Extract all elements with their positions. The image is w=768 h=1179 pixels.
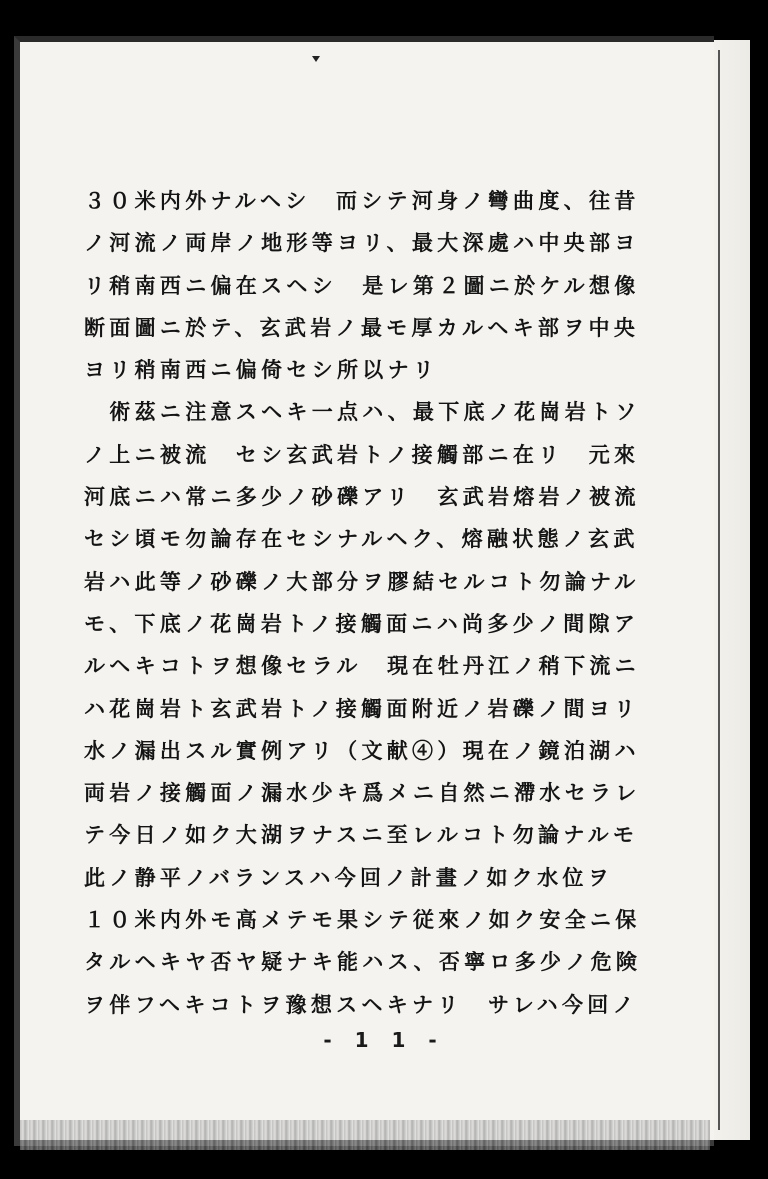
- text-line: モ、下底ノ花崗岩トノ接觸面ニハ尚多少ノ間隙ア: [84, 610, 640, 636]
- text-line: リ稍南西ニ偏在スヘシ 是レ第２圖ニ於ケル想像: [84, 272, 640, 298]
- page-number: - 1 1 -: [323, 1028, 445, 1052]
- text-line: テ今日ノ如ク大湖ヲナスニ至レルコト勿論ナルモ: [84, 822, 639, 848]
- margin-mark: [312, 56, 320, 62]
- text-line: ハ花崗岩ト玄武岩トノ接觸面附近ノ岩礫ノ間ヨリ: [84, 695, 640, 721]
- text-line: ヨリ稍南西ニ偏倚セシ所以ナリ: [84, 357, 439, 383]
- text-line: 岩ハ此等ノ砂礫ノ大部分ヲ膠結セルコト勿論ナル: [84, 568, 640, 594]
- page-edge-line: [718, 50, 720, 1130]
- text-line: １０米内外モ高メテモ果シテ従來ノ如ク安全ニ保: [84, 907, 641, 933]
- text-line: ノ上ニ被流 セシ玄武岩トノ接觸部ニ在リ 元來: [84, 441, 640, 467]
- text-line: 術茲ニ注意スヘキ一点ハ、最下底ノ花崗岩トソ: [84, 399, 641, 425]
- text-line: 河底ニハ常ニ多少ノ砂礫アリ 玄武岩熔岩ノ被流: [84, 484, 640, 510]
- text-line: ３０米内外ナルヘシ 而シテ河身ノ彎曲度、往昔: [84, 188, 640, 213]
- scan-bottom-edge: [20, 1120, 710, 1150]
- text-line: ルヘキコトヲ想像セラル 現在牡丹江ノ稍下流ニ: [84, 653, 640, 679]
- text-line: タルヘキヤ否ヤ疑ナキ能ハス、否寧ロ多少ノ危険: [84, 949, 642, 975]
- text-line: ヲ伴フヘキコトヲ豫想スヘキナリ サレハ今回ノ: [84, 991, 638, 1017]
- text-line: 断面圖ニ於テ、玄武岩ノ最モ厚カルヘキ部ヲ中央: [84, 314, 640, 340]
- text-line: 此ノ静平ノバランスハ今回ノ計畫ノ如ク水位ヲ: [84, 864, 613, 890]
- text-line: 水ノ漏出スル實例アリ（文献④）現在ノ鏡泊湖ハ: [84, 737, 640, 763]
- text-line: ノ河流ノ両岸ノ地形等ヨリ、最大深處ハ中央部ヨ: [84, 230, 640, 256]
- text-line: 両岩ノ接觸面ノ漏水少キ爲メニ自然ニ滯水セラレ: [84, 780, 641, 806]
- text-line: セシ頃モ勿論存在セシナルヘク、熔融状態ノ玄武: [84, 526, 639, 552]
- body-text: [84, 180, 664, 1026]
